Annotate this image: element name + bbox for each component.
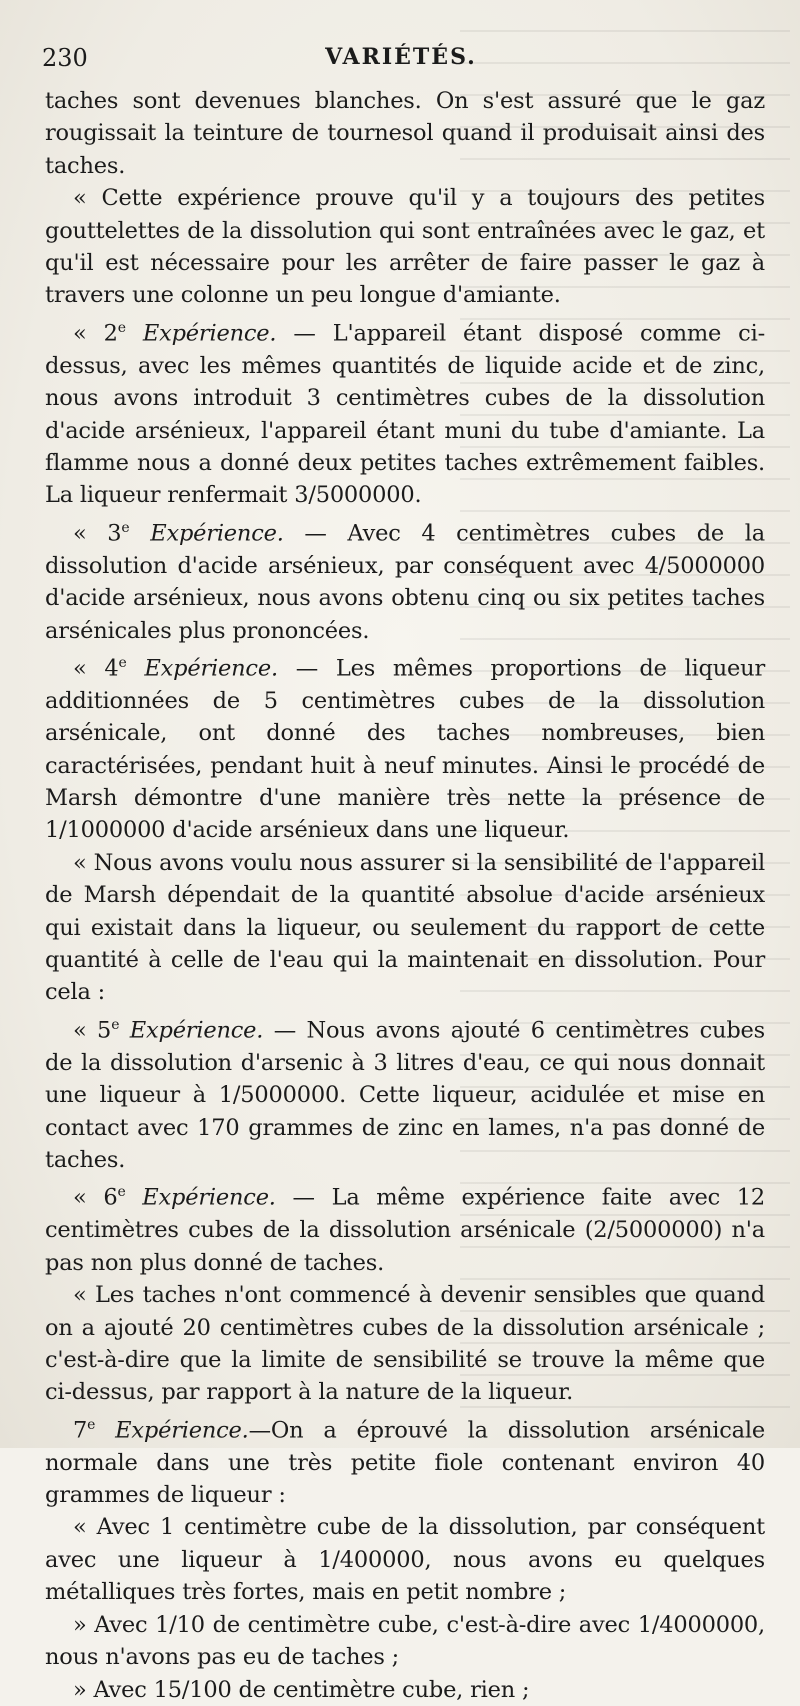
paragraph-text: —On a éprouvé la dissolution arsénicale normale dans une très petite fiole contenant environ 40 grammes de liqueur :	[45, 1417, 765, 1509]
paragraph-text: » Avec 15/100 de centimètre cube, rien ;	[73, 1676, 530, 1703]
paragraph	[45, 1176, 765, 1279]
ordinal-superscript: e	[121, 519, 130, 536]
paragraph	[45, 1009, 765, 1177]
paragraph-text: « Avec 1 centimètre cube de la dissolution, par conséquent avec une liqueur à 1/400000, nous avons eu quelques métalliques très fortes, mais en petit nombre ;	[45, 1514, 765, 1606]
paragraph-text: — L'appareil étant disposé comme ci-dessus, avec les mêmes quantités de liquide acide et de zinc, nous avons introduit 3 centimètres cubes de la dissolution d'acide arsénieux, l'appareil étant muni du tube d'amiante. La flamme nous a donné deux petites taches extrêmement faibles. La liqueur renfermait 3/5000000.	[45, 320, 765, 509]
paragraph	[45, 512, 765, 647]
body-text	[45, 85, 765, 1706]
paragraph-text: « Les taches n'ont commencé à devenir sensibles que quand on a ajouté 20 centimètres cubes de la dissolution arsénicale ; c'est-à-dire que la limite de sensibilité se trouve la même que ci-dessus, par rapport à la nature de la liqueur.	[45, 1282, 765, 1406]
running-head: VARIÉTÉS.	[325, 44, 477, 70]
experiment-number: « 5	[73, 1017, 112, 1044]
experiment-number: « 4	[73, 655, 119, 682]
paragraph	[45, 85, 765, 182]
paragraph-text: taches sont devenues blanches. On s'est assuré que le gaz rougissait la teinture de tournesol quand il produisait ainsi des taches.	[45, 88, 765, 179]
experiment-label: Expérience.	[129, 520, 284, 547]
paragraph	[45, 847, 765, 1009]
experiment-label: Expérience.	[125, 320, 277, 347]
experiment-number: « 6	[73, 1184, 118, 1211]
experiment-label: Expérience.	[126, 655, 278, 682]
ordinal-superscript: e	[111, 1016, 120, 1033]
page-header	[42, 44, 760, 78]
paragraph-text: — Avec 4 centimètres cubes de la dissolution d'acide arsénieux, par conséquent avec 4/5000000 d'acide arsénieux, nous avons obtenu cinq ou six petites taches arsénicales plus prononcées.	[45, 520, 765, 644]
experiment-number: « 2	[73, 320, 118, 347]
ordinal-superscript: e	[87, 1416, 96, 1433]
experiment-number: « 3	[73, 520, 122, 547]
ordinal-superscript: e	[117, 1184, 126, 1201]
paragraph	[45, 1609, 765, 1674]
ordinal-superscript: e	[118, 654, 127, 671]
paragraph	[45, 1674, 765, 1706]
ordinal-superscript: e	[117, 319, 126, 336]
experiment-label: Expérience.	[125, 1184, 276, 1211]
paragraph-text: — Les mêmes proportions de liqueur additionnées de 5 centimètres cubes de la dissolution arsénicale, ont donné des taches nombreuses, bien caractérisées, pendant huit à neuf minutes. Ainsi le procédé de Marsh démontre d'une manière très nette la présence de 1/1000000 d'acide arsénieux dans une liqueur.	[45, 655, 765, 844]
paragraph	[45, 1409, 765, 1512]
paragraph	[45, 1511, 765, 1608]
paragraph-text: — Nous avons ajouté 6 centimètres cubes de la dissolution d'arsenic à 3 litres d'eau, ce qui nous donnait une liqueur à 1/5000000. Cette liqueur, acidulée et mise en contact avec 170 grammes de zinc en lames, n'a pas donné de taches.	[45, 1017, 765, 1173]
paragraph-text: » Avec 1/10 de centimètre cube, c'est-à-dire avec 1/4000000, nous n'avons pas eu de taches ;	[45, 1611, 765, 1671]
paragraph-text: « Cette expérience prouve qu'il y a toujours des petites gouttelettes de la dissolution qui sont entraînées avec le gaz, et qu'il est nécessaire pour les arrêter de faire passer le gaz à travers une colonne un peu longue d'amiante.	[45, 185, 765, 309]
paragraph	[45, 182, 765, 312]
paragraph	[45, 312, 765, 512]
paragraph	[45, 647, 765, 847]
paragraph-text: « Nous avons voulu nous assurer si la sensibilité de l'appareil de Marsh dépendait de la quantité absolue d'acide arsénieux qui existait dans la liqueur, ou seulement du rapport de cette quantité à celle de l'eau qui la maintenait en dissolution. Pour cela :	[45, 849, 765, 1006]
paragraph	[45, 1279, 765, 1409]
experiment-number: 7	[73, 1417, 88, 1444]
page-number: 230	[42, 44, 88, 72]
experiment-label: Expérience.	[95, 1417, 249, 1444]
experiment-label: Expérience.	[119, 1017, 264, 1044]
paragraph-text: — La même expérience faite avec 12 centimètres cubes de la dissolution arsénicale (2/5000000) n'a pas non plus donné de taches.	[45, 1184, 765, 1276]
